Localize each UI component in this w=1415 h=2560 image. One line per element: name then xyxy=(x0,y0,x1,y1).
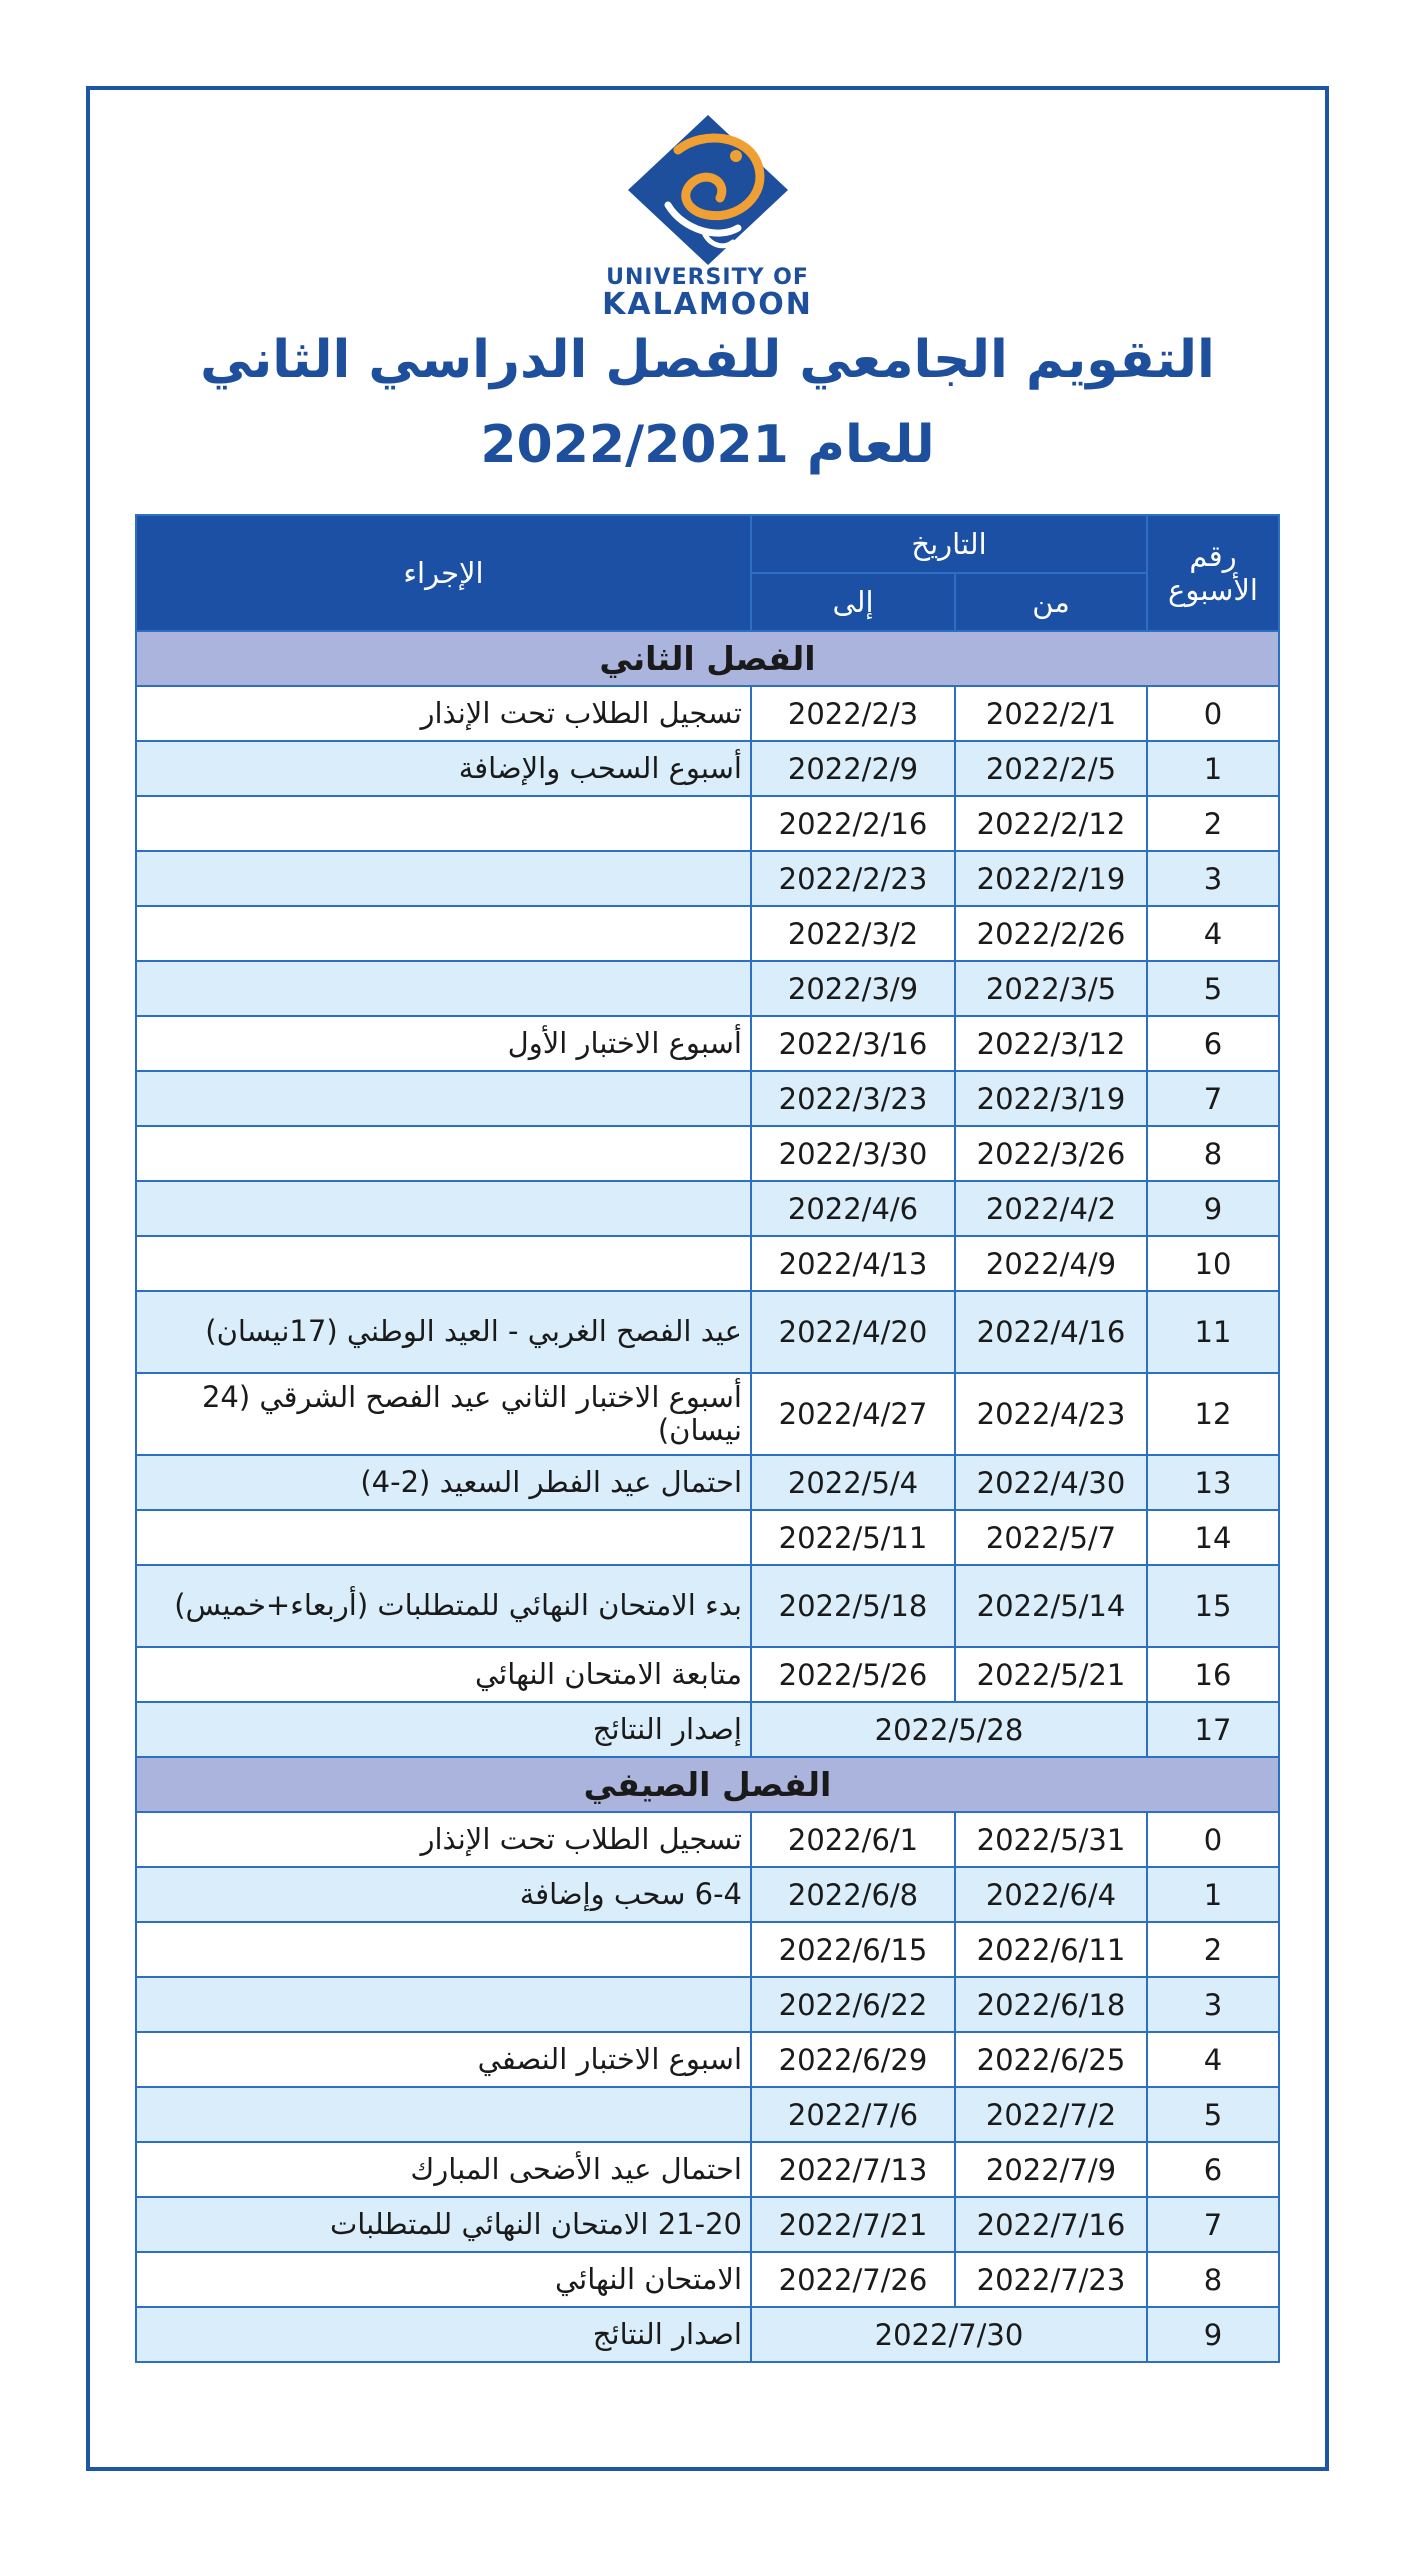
header-to: إلى xyxy=(751,573,955,631)
to-date-cell: 2022/6/15 xyxy=(751,1922,955,1977)
logo-text-line2: KALAMOON xyxy=(602,287,813,322)
table-row xyxy=(136,686,1279,741)
table-row xyxy=(136,1455,1279,1510)
table-row xyxy=(136,1510,1279,1565)
action-cell xyxy=(136,851,751,906)
table-row xyxy=(136,1126,1279,1181)
action-cell: احتمال عيد الفطر السعيد (2-4) xyxy=(136,1455,751,1510)
week-cell: 8 xyxy=(1147,2252,1279,2307)
action-cell: أسبوع السحب والإضافة xyxy=(136,741,751,796)
week-cell: 17 xyxy=(1147,1702,1279,1757)
from-date-cell: 2022/5/7 xyxy=(955,1510,1147,1565)
to-date-cell: 2022/5/26 xyxy=(751,1647,955,1702)
to-date-cell: 2022/5/4 xyxy=(751,1455,955,1510)
header-date: التاريخ xyxy=(751,515,1147,573)
action-cell: بدء الامتحان النهائي للمتطلبات (أربعاء+خميس) xyxy=(136,1565,751,1647)
action-cell xyxy=(136,906,751,961)
to-date-cell: 2022/3/16 xyxy=(751,1016,955,1071)
from-date-cell: 2022/6/4 xyxy=(955,1867,1147,1922)
action-cell xyxy=(136,2087,751,2142)
to-date-cell: 2022/6/29 xyxy=(751,2032,955,2087)
from-date-cell: 2022/3/12 xyxy=(955,1016,1147,1071)
section-title: الفصل الصيفي xyxy=(136,1757,1279,1812)
action-cell xyxy=(136,1510,751,1565)
to-date-cell: 2022/7/21 xyxy=(751,2197,955,2252)
table-row xyxy=(136,1922,1279,1977)
to-date-cell: 2022/7/26 xyxy=(751,2252,955,2307)
from-date-cell: 2022/7/23 xyxy=(955,2252,1147,2307)
from-date-cell: 2022/6/11 xyxy=(955,1922,1147,1977)
action-cell: 6-4 سحب وإضافة xyxy=(136,1867,751,1922)
to-date-cell: 2022/6/1 xyxy=(751,1812,955,1867)
week-cell: 3 xyxy=(1147,1977,1279,2032)
from-date-cell: 2022/4/23 xyxy=(955,1373,1147,1455)
from-date-cell: 2022/5/14 xyxy=(955,1565,1147,1647)
action-cell xyxy=(136,1126,751,1181)
date-cell: 2022/5/28 xyxy=(751,1702,1147,1757)
table-row xyxy=(136,1236,1279,1291)
week-cell: 0 xyxy=(1147,686,1279,741)
to-date-cell: 2022/4/6 xyxy=(751,1181,955,1236)
table-row xyxy=(136,2307,1279,2362)
from-date-cell: 2022/4/2 xyxy=(955,1181,1147,1236)
table-row xyxy=(136,1977,1279,2032)
to-date-cell: 2022/4/27 xyxy=(751,1373,955,1455)
to-date-cell: 2022/4/13 xyxy=(751,1236,955,1291)
header-week: رقم الأسبوع xyxy=(1147,515,1279,631)
week-cell: 7 xyxy=(1147,2197,1279,2252)
from-date-cell: 2022/6/25 xyxy=(955,2032,1147,2087)
table-row xyxy=(136,1812,1279,1867)
to-date-cell: 2022/2/16 xyxy=(751,796,955,851)
action-cell xyxy=(136,1977,751,2032)
week-cell: 6 xyxy=(1147,1016,1279,1071)
to-date-cell: 2022/2/9 xyxy=(751,741,955,796)
action-cell xyxy=(136,1071,751,1126)
from-date-cell: 2022/7/16 xyxy=(955,2197,1147,2252)
date-cell: 2022/7/30 xyxy=(751,2307,1147,2362)
action-cell xyxy=(136,1181,751,1236)
to-date-cell: 2022/7/6 xyxy=(751,2087,955,2142)
action-cell: 21-20 الامتحان النهائي للمتطلبات xyxy=(136,2197,751,2252)
section-title: الفصل الثاني xyxy=(136,631,1279,686)
page-subtitle: للعام 2022/2021 xyxy=(480,415,935,475)
table-row xyxy=(136,1702,1279,1757)
to-date-cell: 2022/6/8 xyxy=(751,1867,955,1922)
to-date-cell: 2022/3/9 xyxy=(751,961,955,1016)
from-date-cell: 2022/2/12 xyxy=(955,796,1147,851)
from-date-cell: 2022/7/9 xyxy=(955,2142,1147,2197)
to-date-cell: 2022/5/11 xyxy=(751,1510,955,1565)
to-date-cell: 2022/2/3 xyxy=(751,686,955,741)
week-cell: 13 xyxy=(1147,1455,1279,1510)
to-date-cell: 2022/4/20 xyxy=(751,1291,955,1373)
action-cell: أسبوع الاختبار الأول xyxy=(136,1016,751,1071)
from-date-cell: 2022/2/1 xyxy=(955,686,1147,741)
week-cell: 12 xyxy=(1147,1373,1279,1455)
to-date-cell: 2022/2/23 xyxy=(751,851,955,906)
to-date-cell: 2022/3/2 xyxy=(751,906,955,961)
week-cell: 2 xyxy=(1147,796,1279,851)
table-header xyxy=(136,515,1279,631)
week-cell: 6 xyxy=(1147,2142,1279,2197)
from-date-cell: 2022/3/26 xyxy=(955,1126,1147,1181)
week-cell: 14 xyxy=(1147,1510,1279,1565)
week-cell: 5 xyxy=(1147,961,1279,1016)
table-row xyxy=(136,851,1279,906)
action-cell: إصدار النتائج xyxy=(136,1702,751,1757)
page-title: التقويم الجامعي للفصل الدراسي الثاني xyxy=(200,330,1215,390)
table-row xyxy=(136,2032,1279,2087)
week-cell: 9 xyxy=(1147,1181,1279,1236)
action-cell xyxy=(136,1922,751,1977)
table-row xyxy=(136,2197,1279,2252)
table-row xyxy=(136,1016,1279,1071)
action-cell xyxy=(136,1236,751,1291)
week-cell: 1 xyxy=(1147,1867,1279,1922)
from-date-cell: 2022/5/31 xyxy=(955,1812,1147,1867)
to-date-cell: 2022/5/18 xyxy=(751,1565,955,1647)
table-row xyxy=(136,2142,1279,2197)
from-date-cell: 2022/2/5 xyxy=(955,741,1147,796)
table-row xyxy=(136,1071,1279,1126)
week-cell: 15 xyxy=(1147,1565,1279,1647)
logo-text-line1: UNIVERSITY OF xyxy=(606,265,809,290)
header-from: من xyxy=(955,573,1147,631)
from-date-cell: 2022/2/26 xyxy=(955,906,1147,961)
from-date-cell: 2022/7/2 xyxy=(955,2087,1147,2142)
week-cell: 16 xyxy=(1147,1647,1279,1702)
from-date-cell: 2022/3/19 xyxy=(955,1071,1147,1126)
from-date-cell: 2022/4/30 xyxy=(955,1455,1147,1510)
calendar-table xyxy=(135,514,1280,2363)
week-cell: 9 xyxy=(1147,2307,1279,2362)
table-row xyxy=(136,1181,1279,1236)
from-date-cell: 2022/6/18 xyxy=(955,1977,1147,2032)
from-date-cell: 2022/5/21 xyxy=(955,1647,1147,1702)
week-cell: 10 xyxy=(1147,1236,1279,1291)
from-date-cell: 2022/4/16 xyxy=(955,1291,1147,1373)
week-cell: 0 xyxy=(1147,1812,1279,1867)
action-cell: الامتحان النهائي xyxy=(136,2252,751,2307)
table-row xyxy=(136,796,1279,851)
action-cell: أسبوع الاختبار الثاني عيد الفصح الشرقي (24 نيسان) xyxy=(136,1373,751,1455)
week-cell: 11 xyxy=(1147,1291,1279,1373)
week-cell: 5 xyxy=(1147,2087,1279,2142)
from-date-cell: 2022/3/5 xyxy=(955,961,1147,1016)
table-row xyxy=(136,1565,1279,1647)
table-row xyxy=(136,1373,1279,1455)
to-date-cell: 2022/3/23 xyxy=(751,1071,955,1126)
action-cell: عيد الفصح الغربي - العيد الوطني (17نيسان) xyxy=(136,1291,751,1373)
action-cell: احتمال عيد الأضحى المبارك xyxy=(136,2142,751,2197)
week-cell: 4 xyxy=(1147,906,1279,961)
from-date-cell: 2022/4/9 xyxy=(955,1236,1147,1291)
action-cell: تسجيل الطلاب تحت الإنذار xyxy=(136,1812,751,1867)
table-row xyxy=(136,1647,1279,1702)
action-cell xyxy=(136,961,751,1016)
section-header xyxy=(136,1757,1279,1812)
table-row xyxy=(136,1867,1279,1922)
week-cell: 3 xyxy=(1147,851,1279,906)
week-cell: 1 xyxy=(1147,741,1279,796)
to-date-cell: 2022/7/13 xyxy=(751,2142,955,2197)
week-cell: 8 xyxy=(1147,1126,1279,1181)
table-body xyxy=(136,631,1279,2362)
week-cell: 2 xyxy=(1147,1922,1279,1977)
table-row xyxy=(136,961,1279,1016)
section-header xyxy=(136,631,1279,686)
to-date-cell: 2022/6/22 xyxy=(751,1977,955,2032)
table-row xyxy=(136,741,1279,796)
table-row xyxy=(136,1291,1279,1373)
week-cell: 7 xyxy=(1147,1071,1279,1126)
action-cell xyxy=(136,796,751,851)
header-action: الإجراء xyxy=(136,515,751,631)
action-cell: اصدار النتائج xyxy=(136,2307,751,2362)
action-cell: تسجيل الطلاب تحت الإنذار xyxy=(136,686,751,741)
logo-diamond-icon xyxy=(608,110,808,270)
from-date-cell: 2022/2/19 xyxy=(955,851,1147,906)
table-row xyxy=(136,2252,1279,2307)
action-cell: اسبوع الاختبار النصفي xyxy=(136,2032,751,2087)
table-row xyxy=(136,2087,1279,2142)
table-row xyxy=(136,906,1279,961)
action-cell: متابعة الامتحان النهائي xyxy=(136,1647,751,1702)
to-date-cell: 2022/3/30 xyxy=(751,1126,955,1181)
week-cell: 4 xyxy=(1147,2032,1279,2087)
